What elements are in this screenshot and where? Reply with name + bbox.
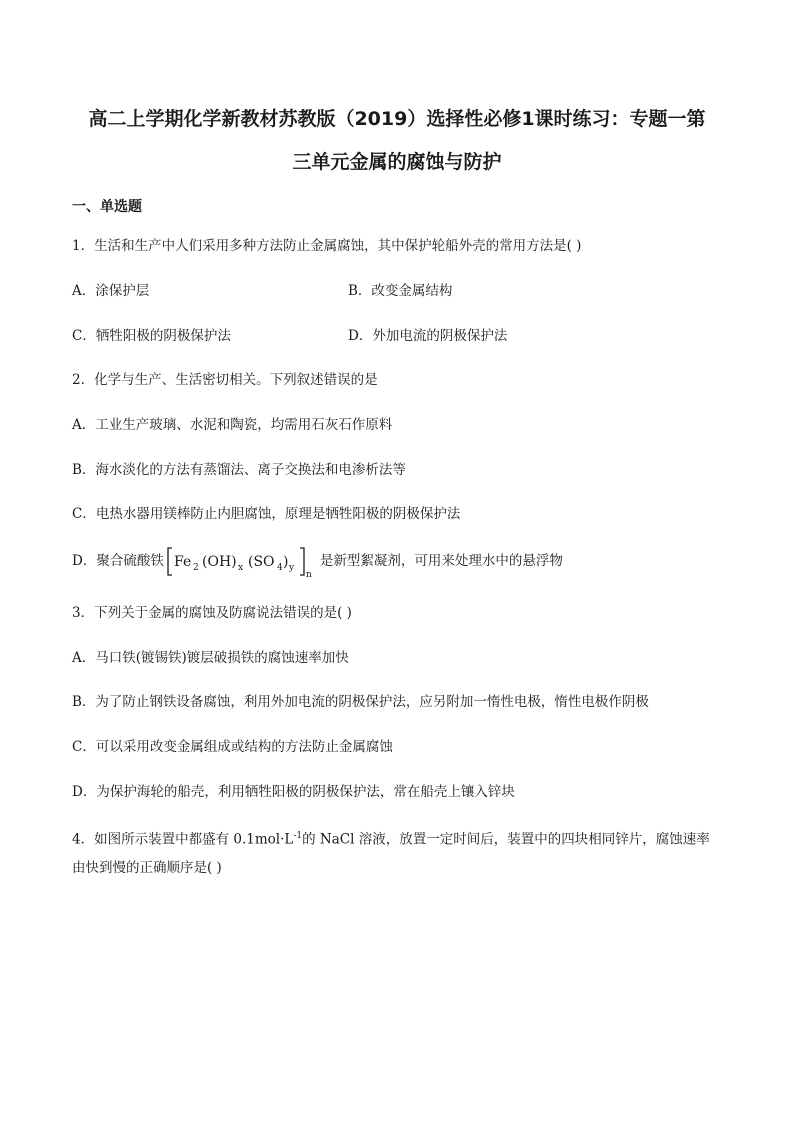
polyferric-sulfate-formula: [166, 545, 318, 577]
q4-stem-part1: 4．如图所示装置中都盛有 0.1mol·L: [72, 831, 294, 848]
q2-stem: 2．化学与生产、生活密切相关。下列叙述错误的是: [72, 372, 378, 388]
q1-stem: 1．生活和生产中人们采用多种方法防止金属腐蚀，其中保护轮船外壳的常用方法是( ): [72, 238, 582, 254]
q4-stem-sup: -1: [293, 831, 303, 841]
formula-so4-sub: 4: [276, 563, 283, 573]
q4-stem-line1: [72, 826, 710, 850]
q3-stem: 3．下列关于金属的腐蚀及防腐说法错误的是( ): [72, 605, 352, 621]
q3-option-a: A．马口铁(镀锡铁)镀层破损铁的腐蚀速率加快: [72, 650, 349, 666]
q1-option-c: C．牺牲阳极的阴极保护法: [72, 328, 231, 344]
q2-option-c: C．电热水器用镁棒防止内胆腐蚀，原理是牺牲阳极的阴极保护法: [72, 506, 461, 522]
q2-option-d-suffix: 是新型絮凝剂，可用来处理水中的悬浮物: [319, 553, 563, 569]
formula-so4: (SO: [247, 554, 275, 570]
q2-option-a: A．工业生产玻璃、水泥和陶瓷，均需用石灰石作原料: [72, 417, 393, 433]
q3-option-b: B．为了防止钢铁设备腐蚀，利用外加电流的阴极保护法，应另附加一惰性电极，惰性电极作阴极: [72, 694, 649, 710]
q4-stem-line2: 由快到慢的正确顺序是( ): [72, 860, 222, 876]
formula-oh-sub: x: [237, 563, 243, 573]
q1-option-a: A．涂保护层: [72, 283, 150, 299]
doc-title-line2: 三单元金属的腐蚀与防护: [292, 151, 502, 173]
q3-option-d: D．为保护海轮的船壳，利用牺牲阳极的阴极保护法，常在船壳上镶入锌块: [72, 784, 515, 800]
q2-option-d-prefix: D．聚合硫酸铁: [72, 553, 164, 569]
q1-option-d: D．外加电流的阴极保护法: [348, 328, 508, 344]
q4-stem-part2: 的 NaCl 溶液，放置一定时间后，装置中的四块相同锌片，腐蚀速率: [302, 831, 710, 848]
q3-option-c: C．可以采用改变金属组成或结构的方法防止金属腐蚀: [72, 739, 393, 755]
formula-n-sub: n: [305, 570, 312, 579]
formula-so4-close: ): [282, 554, 289, 570]
doc-title-line1: 高二上学期化学新教材苏教版（2019）选择性必修1课时练习：专题一第: [88, 108, 706, 130]
q2-option-b: B．海水淡化的方法有蒸馏法、离子交换法和电渗析法等: [72, 462, 406, 478]
q2-option-d: [72, 545, 563, 577]
formula-fe: Fe: [173, 554, 192, 570]
formula-fe-sub: 2: [192, 563, 199, 573]
q1-option-b: B．改变金属结构: [348, 283, 453, 299]
section-heading: 一、单选题: [72, 199, 142, 215]
formula-oh: (OH): [201, 554, 237, 570]
formula-y-sub: y: [288, 563, 294, 573]
